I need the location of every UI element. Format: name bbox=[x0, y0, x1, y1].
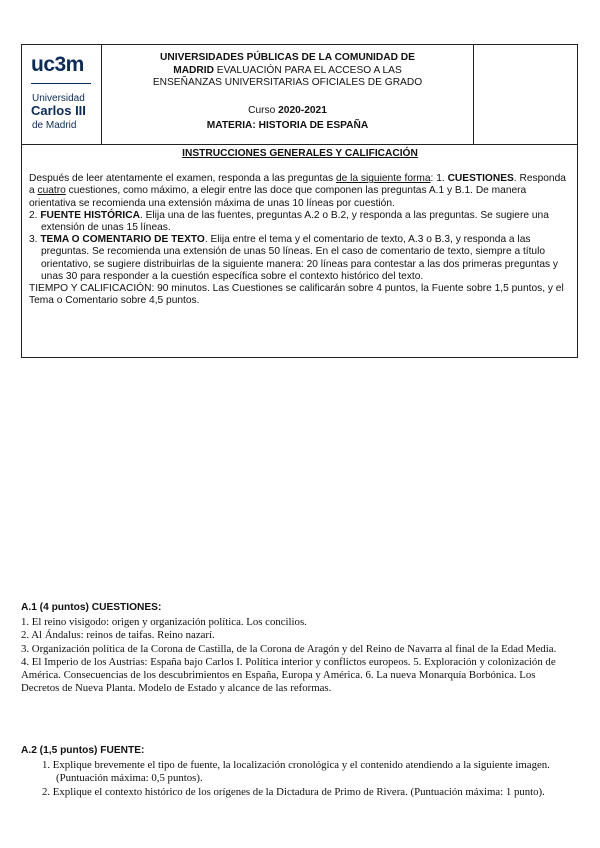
intro-text: Después de leer atentamente el examen, responda a las preguntas bbox=[29, 173, 336, 185]
section-a2 bbox=[21, 744, 568, 799]
title-evaluacion: EVALUACIÓN PARA EL ACCESO A LAS bbox=[213, 64, 402, 76]
fuente-label: FUENTE HISTÓRICA bbox=[40, 209, 140, 221]
cuestiones-label: CUESTIONES bbox=[447, 173, 514, 185]
curso-label: Curso bbox=[248, 104, 279, 116]
a1-heading: A.1 (4 puntos) CUESTIONES: bbox=[21, 602, 162, 613]
cuestiones-text-a: . Responda a bbox=[29, 173, 566, 197]
intro-number: : 1. bbox=[430, 173, 445, 185]
a2-heading: A.2 (1,5 puntos) FUENTE: bbox=[21, 745, 145, 756]
instructions-box bbox=[21, 144, 578, 358]
a2-item-1: 1. Explique brevemente el tipo de fuente, la localización cronológica y el contenido atendiendo a la siguiente imagen. (Puntuación máxima: 0,5 puntos). bbox=[42, 759, 550, 785]
logo-divider bbox=[31, 83, 91, 84]
p3-number: 3. bbox=[29, 234, 41, 246]
cuestiones-cuatro: cuatro bbox=[37, 185, 66, 197]
tema-label: TEMA O COMENTARIO DE TEXTO bbox=[40, 234, 205, 246]
title-ensenanzas: ENSEÑANZAS UNIVERSITARIAS OFICIALES DE GRADO bbox=[152, 77, 423, 88]
a1-item-2: 2. Al Ándalus: reinos de taifas. Reino nazarí. bbox=[21, 629, 215, 642]
title-line-1: UNIVERSIDADES PÚBLICAS DE LA COMUNIDAD DE bbox=[160, 52, 415, 63]
title-madrid: MADRID bbox=[173, 64, 214, 76]
materia-label: MATERIA: HISTORIA DE ESPAÑA bbox=[206, 120, 369, 131]
a1-item-4: 4. El Imperio de los Austrias: España bajo Carlos I. Política interior y conflictos europeos. 5. Exploración y colonización de América. Consecuencias de los descubrimientos en España, Europa y América. 6. La nueva Monarquía Borbónica. Los Decretos de Nueva Planta. Modelo de Estado y alcance de las reformas. bbox=[21, 655, 556, 695]
tema-text: . Elija entre el tema y el comentario de texto, A.3 o B.3, y responda a las preguntas. Se recomienda una extensión de unas 50 líneas. En el caso de comentario de texto, siempre a título orientativo, se sugiere distribuirlas de la siguiente manera: 20 líneas para contestar a las dos primeras preguntas y unas 30 para responder a la cuestión específica sobre el contexto histórico del texto. bbox=[41, 234, 559, 282]
logo-carlos: Carlos III bbox=[31, 103, 86, 118]
logo-universidad: Universidad bbox=[32, 93, 85, 104]
intro-underlined: de la siguiente forma bbox=[335, 173, 431, 185]
instructions-p3 bbox=[29, 234, 571, 283]
fuente-text: . Elija una de las fuentes, preguntas A.2 o B.2, y responda a las preguntas. Se sugiere una extensión de unas 15 líneas. bbox=[41, 209, 549, 234]
university-logo bbox=[22, 45, 102, 144]
logo-brand: uc3m bbox=[31, 53, 84, 76]
a1-item-1: 1. El reino visigodo: origen y organización política. Los concilios. bbox=[21, 616, 307, 629]
instructions-p1 bbox=[29, 173, 571, 210]
instructions-tiempo: TIEMPO Y CALIFICACIÓN: 90 minutos. Las Cuestiones se calificarán sobre 4 puntos, la Fuente sobre 1,5 puntos, y el Tema o Comentario sobre 4,5 puntos. bbox=[29, 283, 564, 307]
header-blank-cell bbox=[474, 45, 577, 144]
cuestiones-text-b: cuestiones, como máximo, a elegir entre las doce que componen las preguntas A.1 y B.1. De manera orientativa se recomienda una extensión máxima de unas 10 líneas por cuestión. bbox=[29, 185, 527, 209]
logo-demadrid: de Madrid bbox=[32, 120, 77, 131]
a1-item-3: 3. Organización política de la Corona de Castilla, de la Corona de Aragón y del Reino de Navarra al final de la Edad Media. bbox=[21, 642, 557, 655]
p2-number: 2. bbox=[29, 209, 41, 221]
a2-item-2: 2. Explique el contexto histórico de los orígenes de la Dictadura de Primo de Rivera. (Puntuación máxima: 1 punto). bbox=[42, 785, 545, 798]
section-a1 bbox=[21, 601, 568, 695]
instructions-p2 bbox=[29, 210, 571, 234]
instructions-title: INSTRUCCIONES GENERALES Y CALIFICACIÓN bbox=[182, 148, 418, 159]
header-title-block bbox=[102, 45, 474, 144]
curso-value: 2020-2021 bbox=[278, 104, 327, 116]
exam-header-table bbox=[21, 44, 578, 145]
